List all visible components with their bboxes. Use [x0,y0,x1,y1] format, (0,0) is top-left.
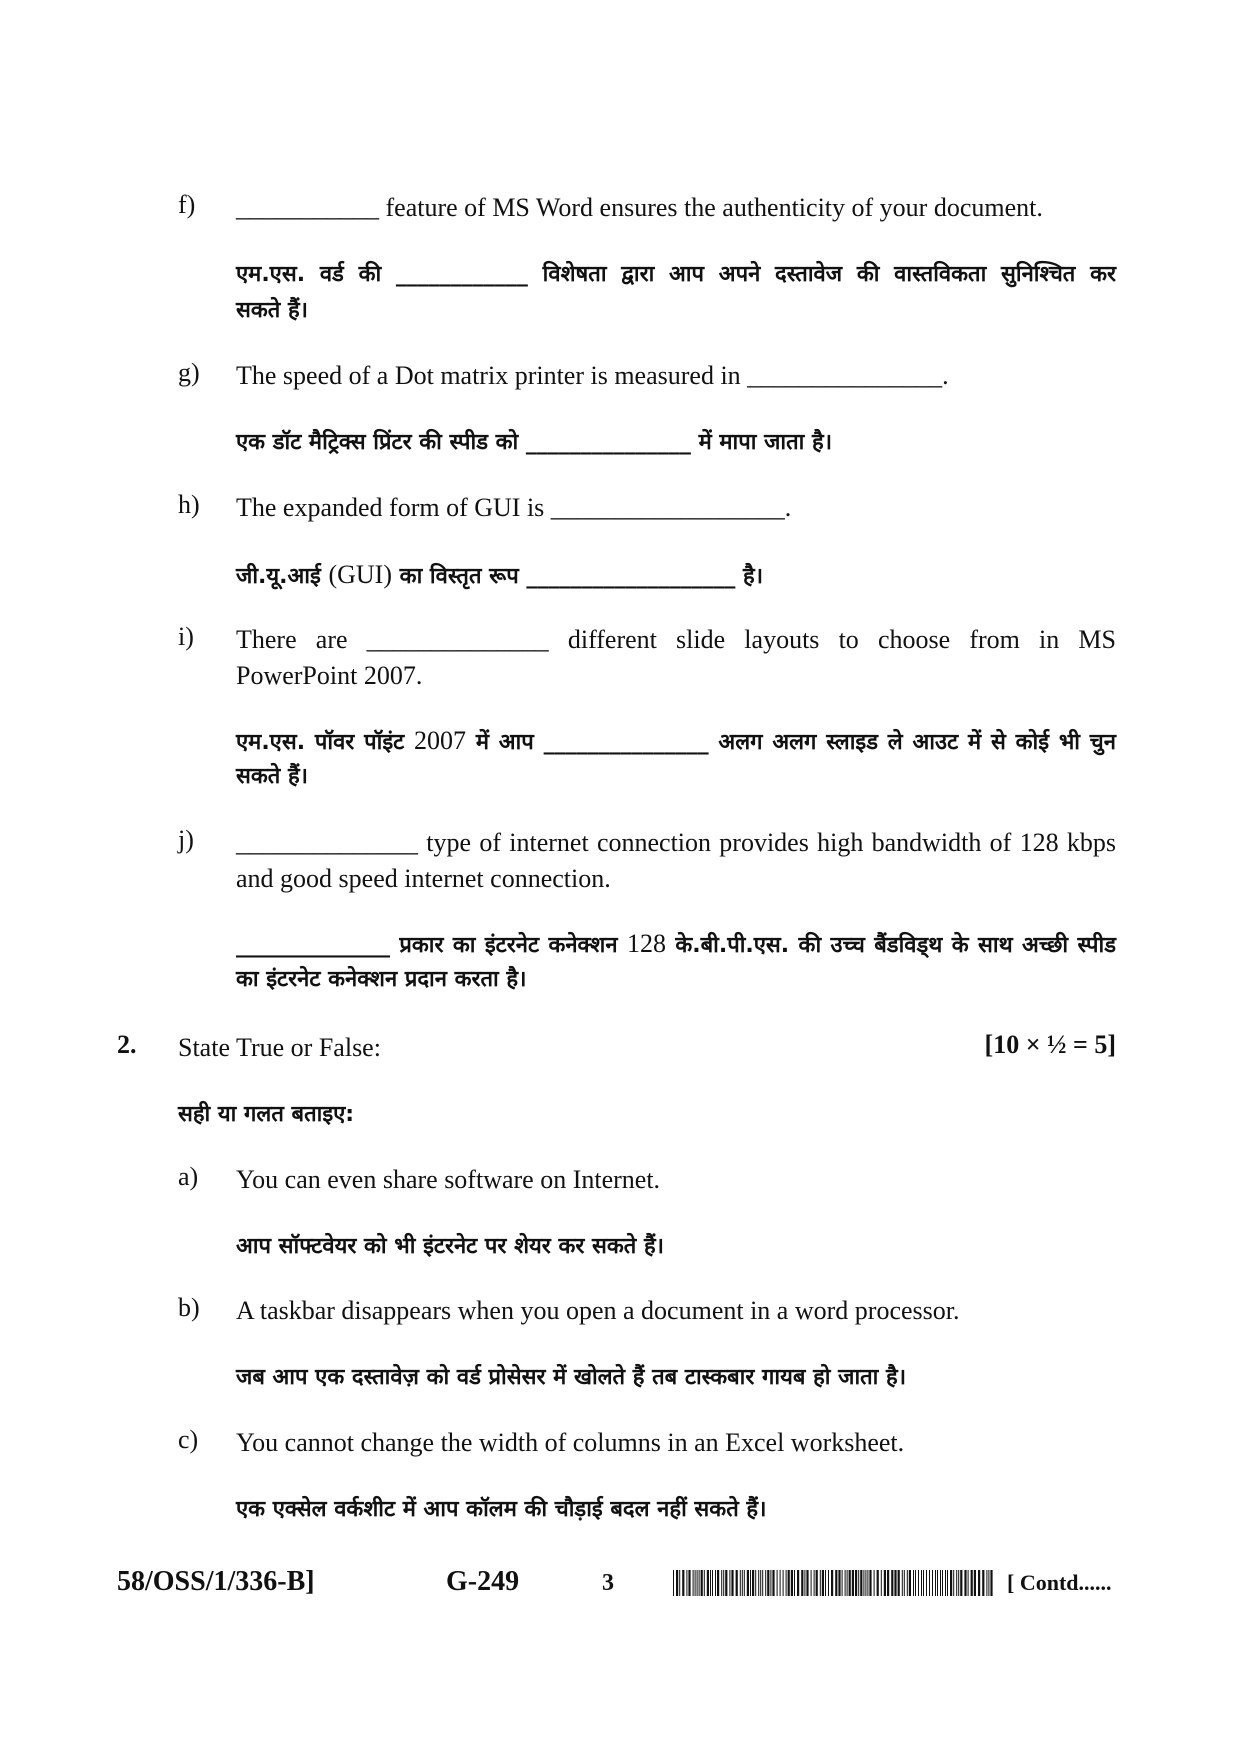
question-i-hindi-post: में आप _______________ अलग अलग स्लाइड ले आउट में से कोई भी चुन सकते हैं। [236,730,1116,789]
footer-paper-code: 58/OSS/1/336-B] [117,1566,315,1597]
question-g-label: g) [178,358,200,387]
question-g-hindi: एक डॉट मैट्रिक्स प्रिंटर की स्पीड को _______________ में मापा जाता है। [236,430,833,455]
question-i-label: i) [178,622,194,651]
question-h-hindi [236,558,1116,594]
question-h-hindi-gui: (GUI) [328,560,392,589]
question-2-title-hindi: सही या गलत बताइए: [178,1102,355,1127]
question-h-hindi-pre: जी.यू.आई [236,564,321,589]
question-g-english: The speed of a Dot matrix printer is measured in _______________. [236,361,949,390]
question-j-hindi [236,927,1116,997]
question-f-label: f) [178,190,196,219]
question-j-label: j) [178,825,194,854]
question-i-hindi-num: 2007 [414,726,467,755]
question-j-hindi-pre: ______________ प्रकार का इंटरनेट कनेक्शन [236,933,618,958]
question-2b-english: A taskbar disappears when you open a document in a word processor. [236,1296,960,1325]
question-j-hindi-num: 128 [626,929,666,958]
question-2-marks: [10 × ½ = 5] [984,1030,1116,1059]
question-i-english: There are ______________ different slide layouts to choose from in MS PowerPoint 2007. [236,625,1116,690]
question-h-label: h) [178,490,200,519]
question-2a-hindi: आप सॉफ्टवेयर को भी इंटरनेट पर शेयर कर सकते हैं। [236,1234,664,1259]
question-h-hindi-post: का विस्तृत रूप ___________________ है। [399,564,764,589]
question-2a-label: a) [178,1162,199,1191]
question-f-hindi-line2: सकते हैं। [236,298,308,323]
question-2c-hindi: एक एक्सेल वर्कशीट में आप कॉलम की चौड़ाई बदल नहीं सकते हैं। [236,1497,767,1522]
question-2b-hindi: जब आप एक दस्तावेज़ को वर्ड प्रोसेसर में खोलते हैं तब टास्कबार गायब हो जाता है। [236,1365,907,1390]
footer-page-number: 3 [602,1570,614,1596]
question-2-number: 2. [117,1030,137,1059]
question-2c-label: c) [178,1425,199,1454]
question-j-english: ______________ type of internet connection provides high bandwidth of 128 kbps and good speed internet connection. [236,828,1116,893]
barcode-graphic [673,1570,993,1596]
question-f-english: ___________ feature of MS Word ensures the authenticity of your document. [236,193,1043,222]
question-h-english: The expanded form of GUI is __________________. [236,493,792,522]
question-i-hindi-pre: एम.एस. पॉवर पॉइंट [236,730,405,755]
question-i-hindi [236,724,1116,794]
question-f-hindi-line1: एम.एस. वर्ड की ____________ विशेषता द्वारा आप अपने दस्तावेज की वास्तविकता सुनिश्चित कर [236,262,1116,287]
question-2-title: State True or False: [178,1033,381,1062]
question-2a-english: You can even share software on Internet. [236,1165,661,1194]
question-j-hindi-post: के.बी.पी.एस. की उच्च बैंडविड्थ के साथ अच्छी स्पीड का इंटरनेट कनेक्शन प्रदान करता है। [236,933,1116,992]
question-2c-english: You cannot change the width of columns in an Excel worksheet. [236,1428,905,1457]
footer-contd: [ Contd...... [1007,1570,1112,1595]
footer-series: G-249 [446,1566,520,1597]
question-2b-label: b) [178,1293,200,1322]
